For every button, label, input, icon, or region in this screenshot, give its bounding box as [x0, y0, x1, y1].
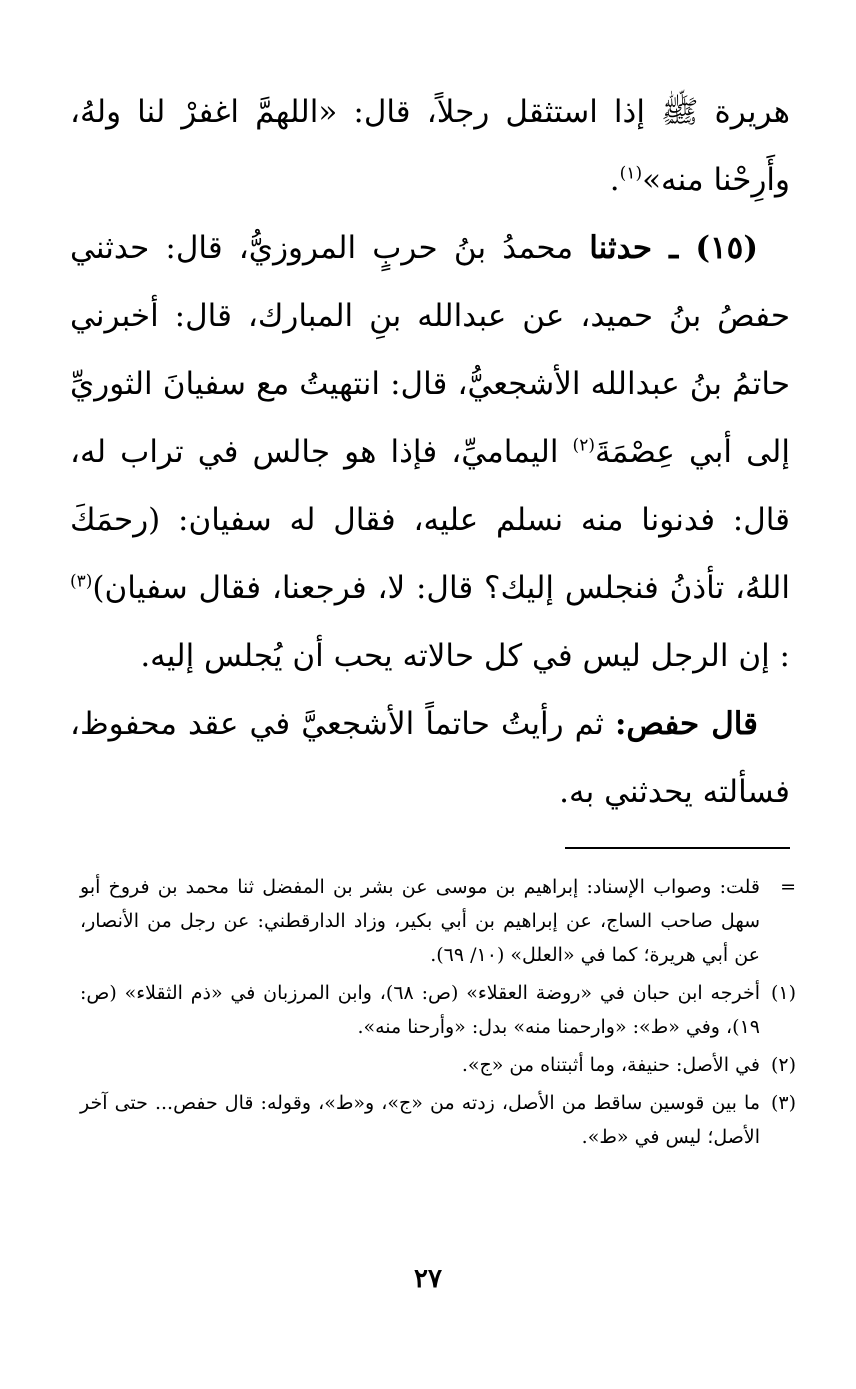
- footnote-text: أخرجه ابن حبان في «روضة العقلاء» (ص: ٦٨)، وابن المرزبان في «ذم الثقلاء» (ص: ١٩)، وفي «ط»: «وارحمنا منه» بدل: «وأرحنا منه».: [80, 982, 760, 1038]
- footnotes-section: [80, 870, 796, 1158]
- footnote-text: في الأصل: حنيفة، وما أثبتناه من «ج».: [461, 1054, 760, 1076]
- paragraph-3-text: ثم رأيتُ حاتماً الأشجعيَّ في عقد محفوظ، فسألته يحدثني به.: [70, 706, 790, 810]
- footnote-ref-2[interactable]: (٢): [572, 435, 595, 456]
- footnote-text: قلت: وصواب الإسناد: إبراهيم بن موسى عن بشر بن المفضل ثنا محمد بن فروخ أبو سهل صاحب الساج، عن إبراهيم بن أبي بكير، وزاد الدارقطني: عن رجل من الأنصار، عن أبي هريرة؛ كما في «العلل» (١٠/ ٦٩).: [80, 876, 760, 966]
- footnote-text: ما بين قوسين ساقط من الأصل، زدته من «ج»، و«ط»، وقوله: قال حفص... حتى آخر الأصل؛ ليس في «ط».: [80, 1092, 760, 1148]
- footnote-divider: [565, 847, 790, 849]
- paragraph-1-tail: .: [609, 162, 620, 198]
- footnote-1: [80, 976, 796, 1044]
- body-text: [70, 78, 790, 826]
- footnote-ref-1[interactable]: (١): [619, 163, 643, 184]
- paragraph-2: [70, 214, 790, 690]
- footnote-continued: [80, 870, 796, 972]
- paragraph-3: [70, 690, 790, 826]
- paragraph-2-lead: (١٥) ـ حدثنا: [589, 230, 758, 266]
- page-number: ٢٧: [414, 1264, 442, 1294]
- footnote-3: [80, 1086, 796, 1154]
- paragraph-1-text: هريرة ﷺ إذا استثقل رجلاً، قال: «اللهمَّ اغفرْ لنا ولهُ، وأَرِحْنا منه»: [70, 94, 790, 198]
- main-text-block: [70, 78, 790, 826]
- footnote-marker: (٢): [770, 1054, 796, 1076]
- paragraph-2-text: محمدُ بنُ حربٍ المروزيُّ، قال: حدثني حفصُ بنُ حميد، عن عبدالله بنِ المبارك، قال: أخبرني حاتمُ بنُ عبدالله الأشجعيُّ، قال: انتهيتُ مع سفيانَ الثوريِّ إلى أبي عِصْمَةَ: [70, 230, 790, 470]
- paragraph-3-lead: قال حفص:: [614, 706, 758, 742]
- paragraph-2-tail: : إن الرجل ليس في كل حالاته يحب أن يُجلس إليه.: [140, 638, 790, 674]
- footnote-ref-3[interactable]: (٣): [70, 571, 93, 592]
- paragraph-2-text-continued: اليماميِّ، فإذا هو جالس في تراب له، قال: فدنونا منه نسلم عليه، فقال له سفيان: (رحمَكَ اللهُ، تأذنُ فنجلس إليك؟ قال: لا، فرجعنا، فقال سفيان): [70, 434, 790, 606]
- footnote-marker: (٣): [770, 1092, 796, 1114]
- footnote-marker: =: [780, 876, 796, 898]
- footnote-marker: (١): [770, 982, 796, 1004]
- footnote-2: [80, 1048, 796, 1082]
- paragraph-1: [70, 78, 790, 214]
